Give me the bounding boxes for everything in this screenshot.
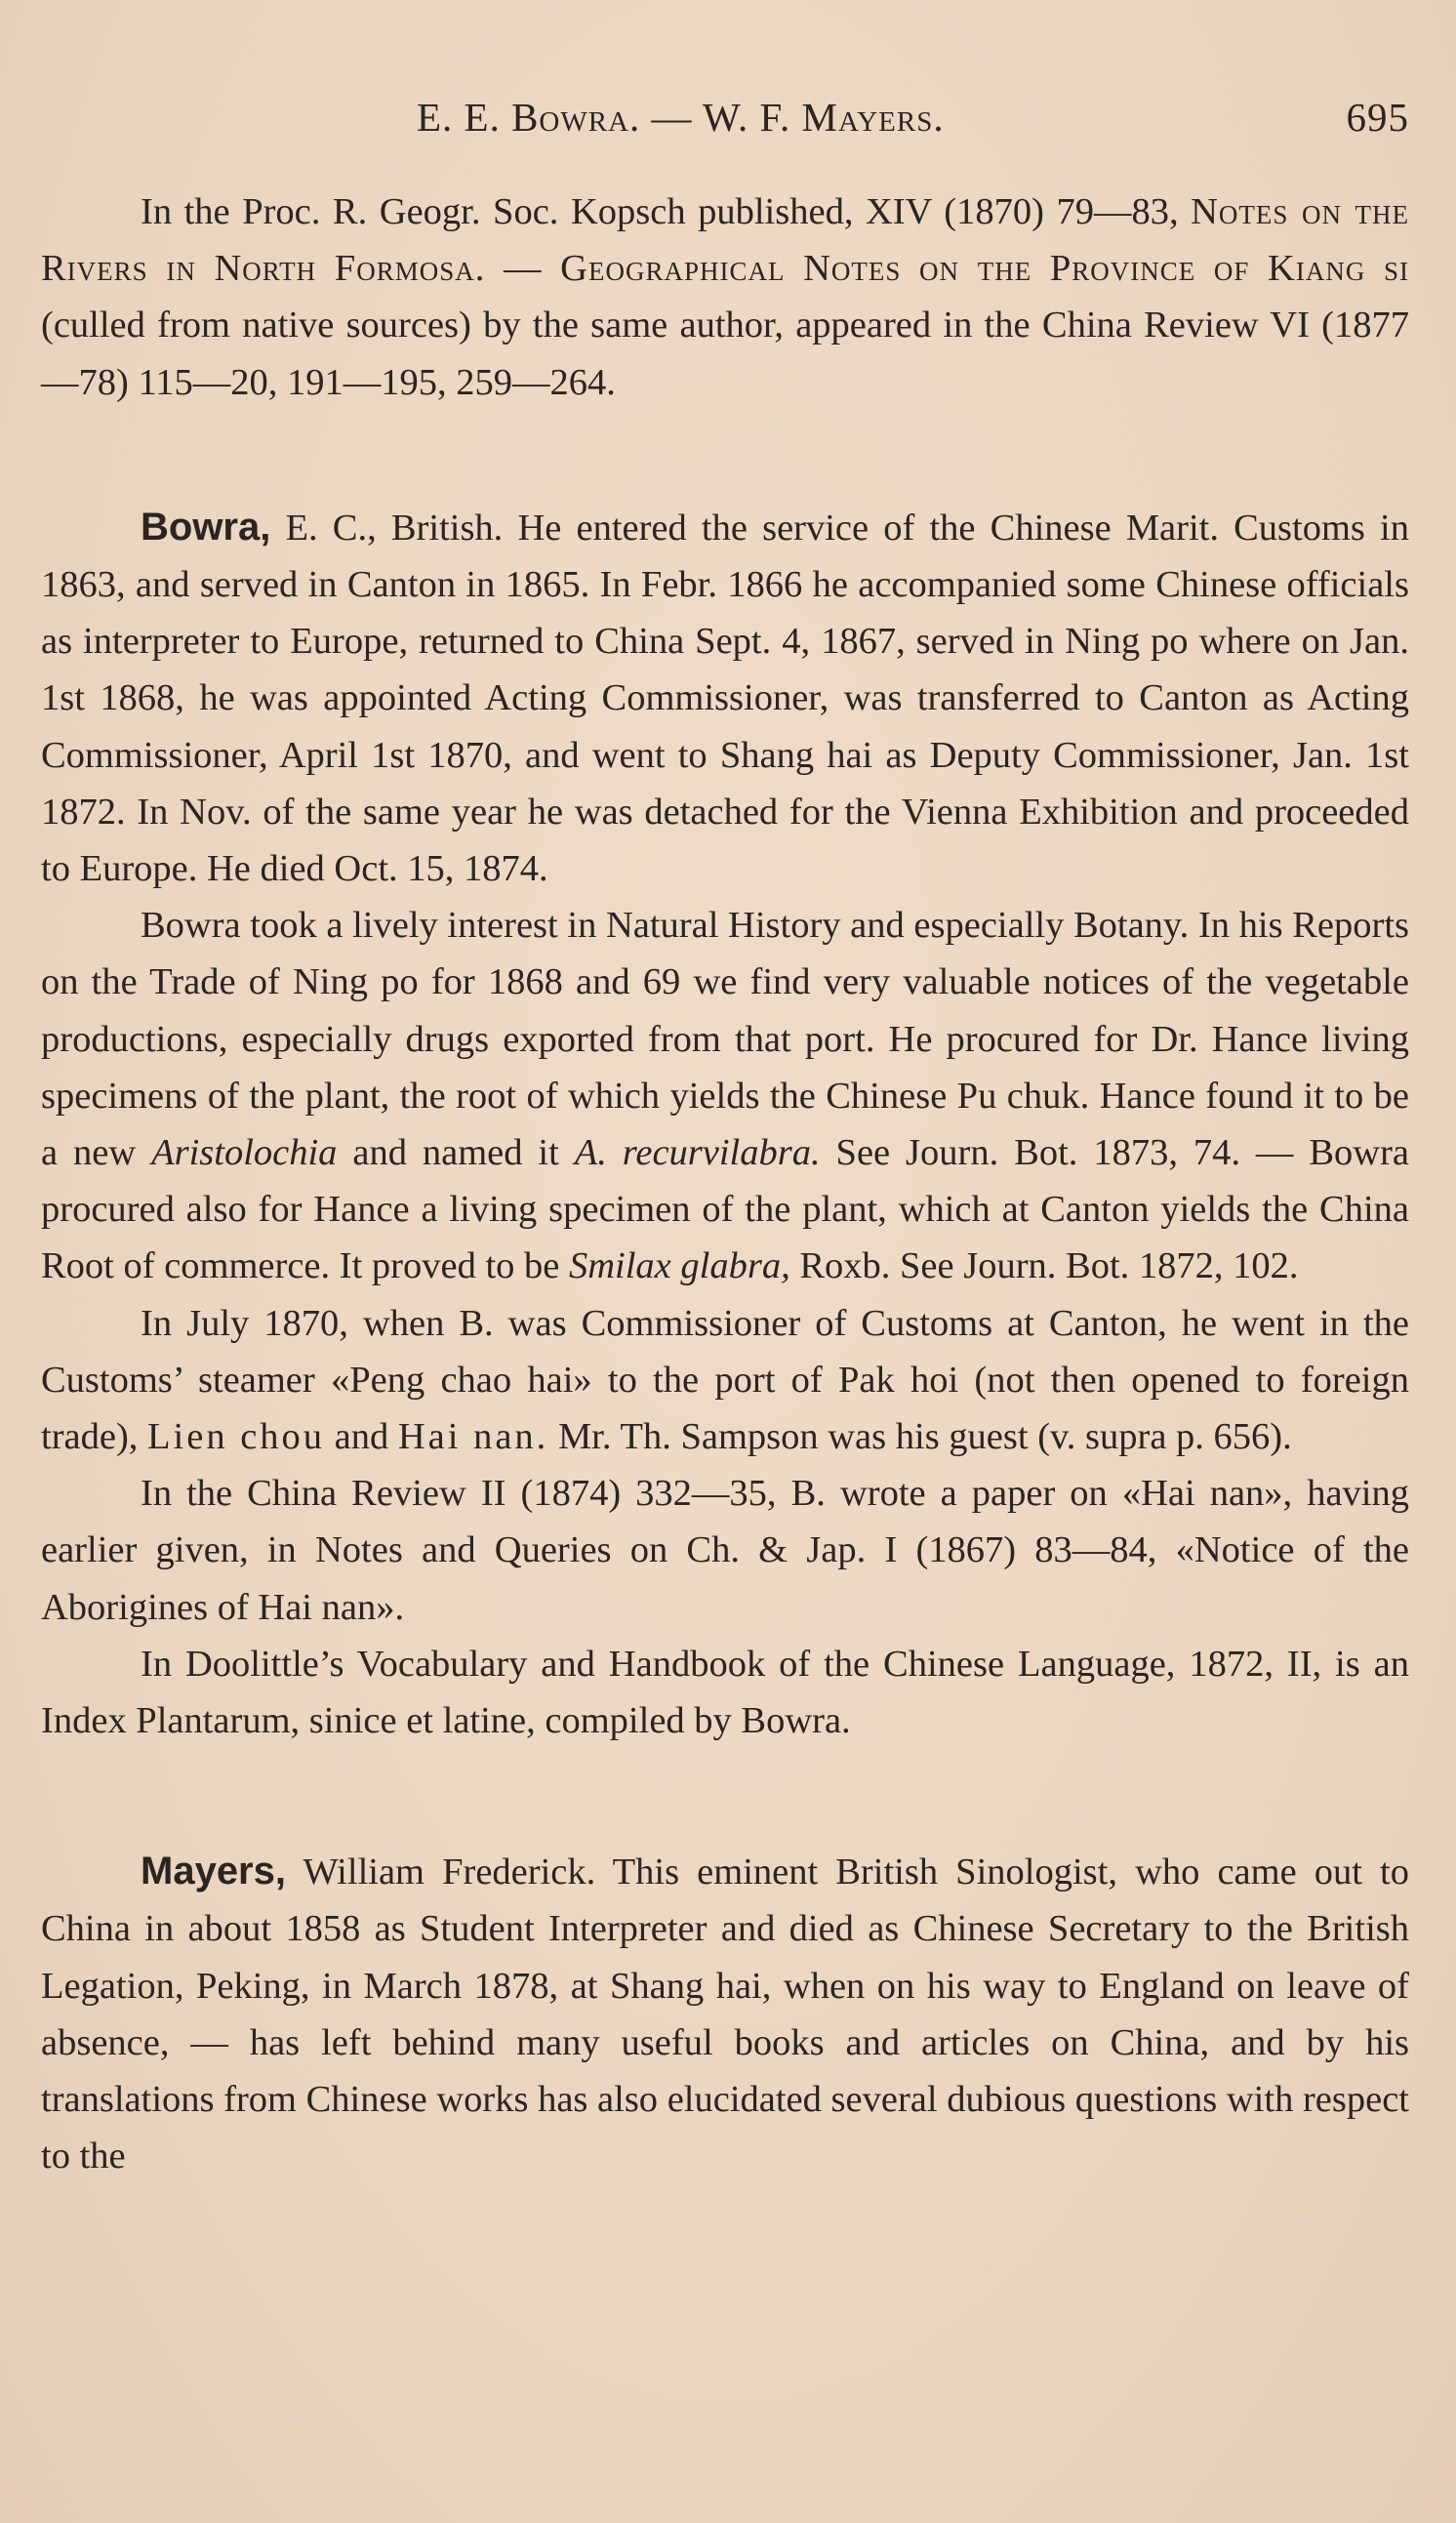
page-header [41, 94, 1409, 152]
paragraph-bowra-review: In the China Review II (1874) 332—35, B. wrote a paper on «Hai nan», having earlier given, in Notes and Queries on Ch. & Jap. I (1867) 83—84, «Notice of the Aborigines of Hai nan». [41, 1473, 1409, 1628]
spaced-place-2: Hai nan. [397, 1416, 549, 1458]
page-number: 695 [1346, 95, 1409, 140]
smallcaps-titles: Notes on the Rivers in North Formosa. — Geographical Notes on the Province of Kiang si [41, 191, 1409, 290]
italic-smilax: Smilax glabra, [568, 1245, 790, 1287]
paragraph-bowra-bio: Bowra, E. C., British. He entered the service of the Chinese Marit. Customs in 1863, and served in Canton in 1865. In Febr. 1866 he accompanied some Chinese officials as interpreter to Europe, returned to China Sept. 4, 1867, served in Ning po where on Jan. 1st 1868, he was appointed Acting Commissioner, was transferred to Canton as Acting Commissioner, April 1st 1870, and went to Shang hai as Deputy Commissioner, Jan. 1st 1872. In Nov. of the same year he was detached for the Vienna Exhibition and proceeded to Europe. He died Oct. 15, 1874. [41, 505, 1409, 890]
body-text [41, 183, 1409, 2185]
entry-heading-bowra: Bowra, [141, 505, 271, 549]
italic-aristolochia: Aristolochia [151, 1132, 338, 1174]
paragraph-bowra-doolittle: In Doolittle’s Vocabulary and Handbook of the Chinese Language, 1872, II, is an Index Plantarum, sinice et latine, compiled by Bowra. [41, 1643, 1409, 1742]
paragraph-kopsch: In the Proc. R. Geogr. Soc. Kopsch published, XIV (1870) 79—83, Notes on the Rivers in North Formosa. — Geographical Notes on the Province of Kiang si (culled from native sources) by the same author, appeared in the China Review VI (1877—78) 115—20, 191—195, 259—264. [41, 191, 1409, 403]
paragraph-mayers-bio: Mayers, William Frederick. This eminent British Sinologist, who came out to China in about 1858 as Student Interpreter and died as Chinese Secretary to the British Legation, Peking, in March 1878, at Shang hai, when on his way to England on leave of absence, — has left behind many useful books and articles on China, and by his translations from Chinese works has also elucidated several dubious questions with respect to the [41, 1850, 1409, 2177]
running-title: E. E. Bowra. — W. F. Mayers. [417, 95, 945, 140]
italic-recurvilabra: A. recurvilabra. [574, 1132, 821, 1174]
paragraph-bowra-travel: In July 1870, when B. was Commissioner of Customs at Canton, he went in the Customs’ steamer «Peng chao hai» to the port of Pak hoi (not then opened to foreign trade), Lien chou and Hai nan. Mr. Th. Sampson was his guest (v. supra p. 656). [41, 1302, 1409, 1458]
entry-heading-mayers: Mayers, [141, 1850, 286, 1893]
spaced-place-1: Lien chou [147, 1416, 326, 1458]
paragraph-bowra-botany: Bowra took a lively interest in Natural History and especially Botany. In his Reports on the Trade of Ning po for 1868 and 69 we find very valuable notices of the vegetable productions, especially drugs exported from that port. He procured for Dr. Hance living specimens of the plant, the root of which yields the Chinese Pu chuk. Hance found it to be a new Aristolochia and named it A. recurvilabra. See Journ. Bot. 1873, 74. — Bowra procured also for Hance a living specimen of the plant, which at Canton yields the China Root of commerce. It proved to be Smilax glabra, Roxb. See Journ. Bot. 1872, 102. [41, 905, 1409, 1287]
